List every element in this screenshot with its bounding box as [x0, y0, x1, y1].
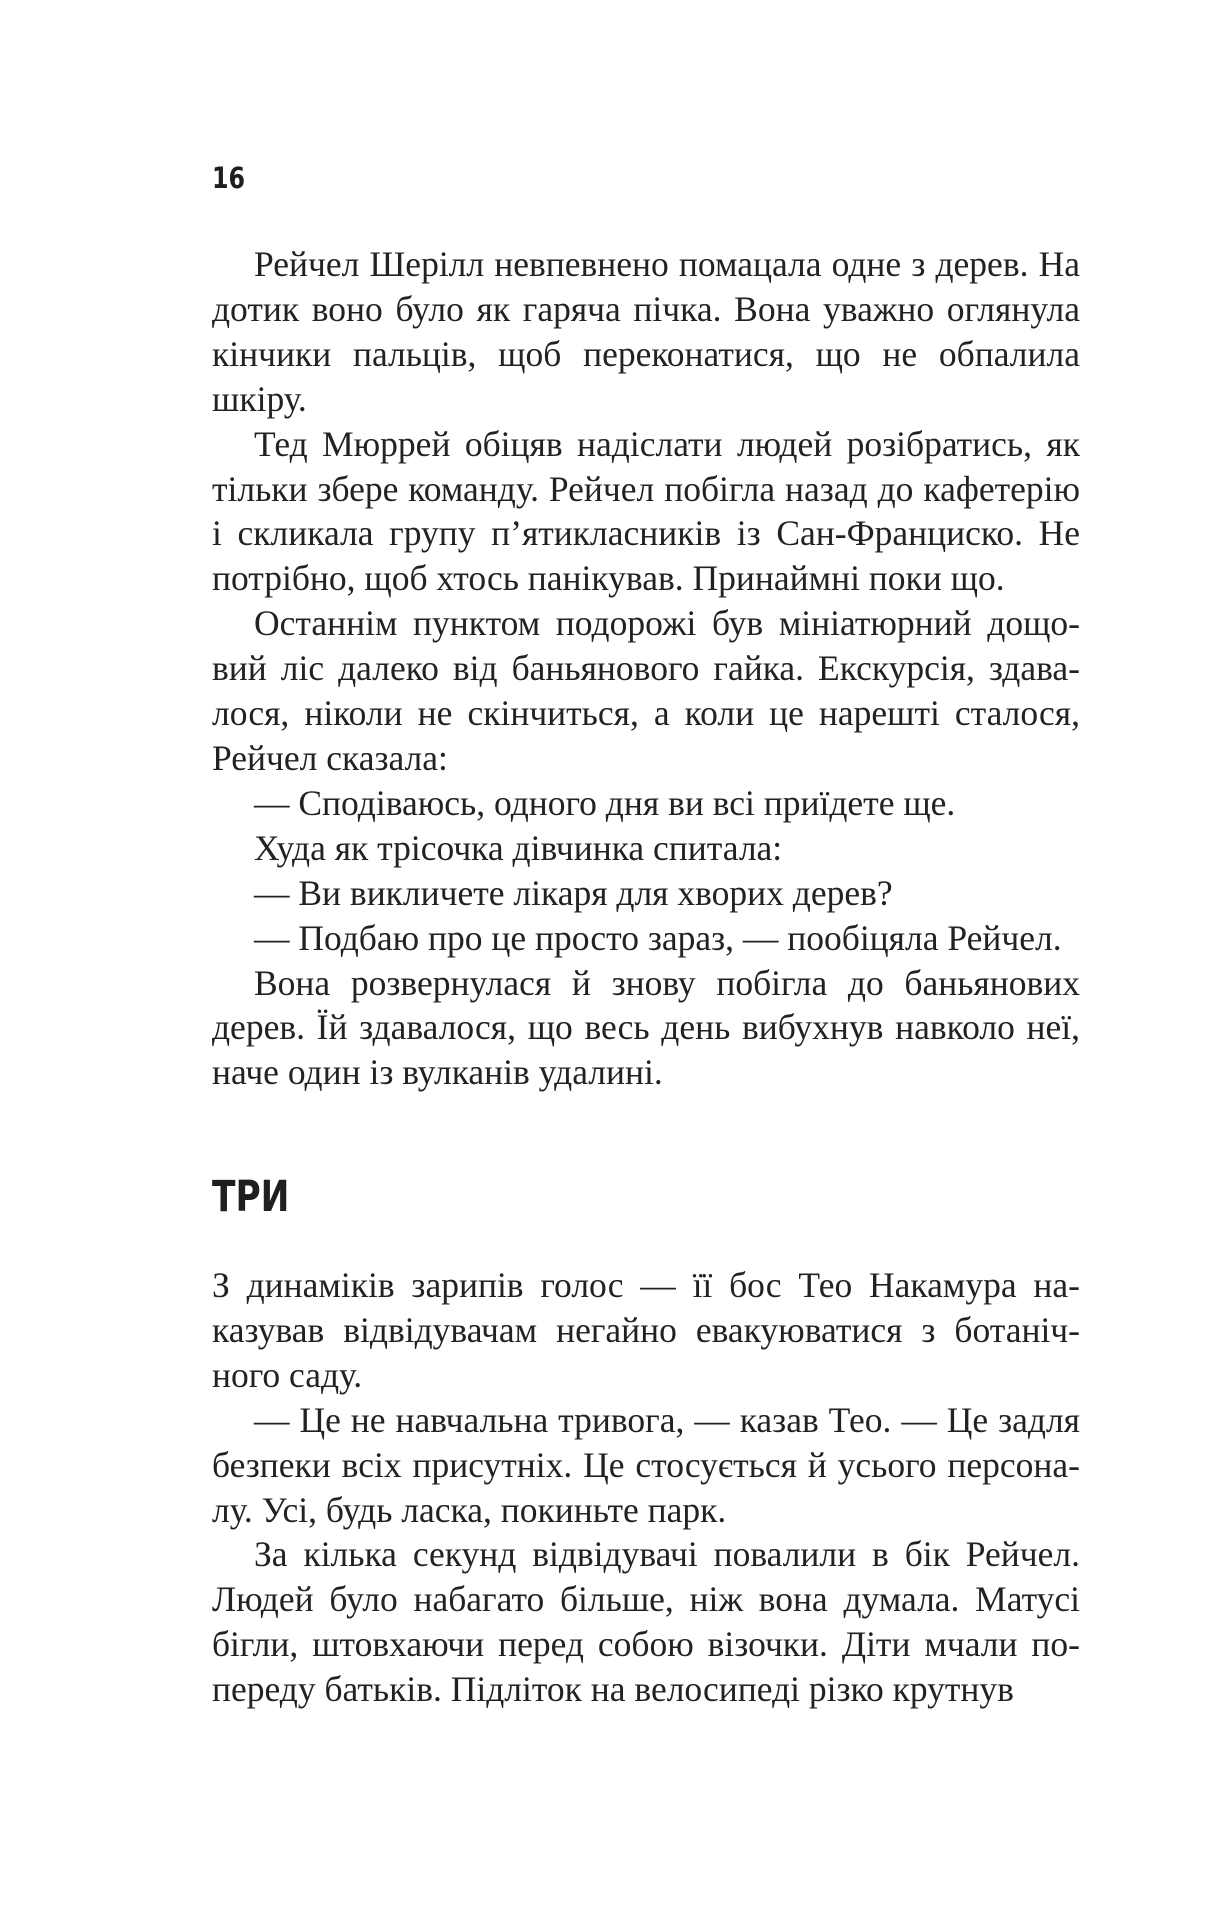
paragraph: Останнім пунктом подорожі був мініатюрний дощовий ліс далеко від баньянового гайка. Екскурсія, здавалося, ніколи не скінчиться, а коли це нарешті сталося, Рейчел сказала:: [212, 603, 1080, 778]
paragraph: Худа як трісочка дівчинка спитала:: [254, 827, 783, 868]
text-after-chapter: [212, 1263, 1080, 1712]
page-number: 16: [212, 161, 246, 195]
paragraph: З динаміків зарипів голос — її бос Тео Накамура наказував відвідувачам негайно евакуюватися з ботанічного саду.: [212, 1265, 1080, 1395]
text-before-chapter: [212, 242, 1080, 1095]
dialogue-line: — Подбаю про це просто зараз, — пообіцяла Рейчел.: [254, 917, 1062, 958]
paragraph: Рейчел Шерілл невпевнено помацала одне з дерев. На дотик воно було як гаряча пічка. Вона уважно оглянула кінчики пальців, щоб переконатися, що не обпалила шкіру.: [212, 244, 1080, 419]
dialogue-line: — Ви викличете лікаря для хворих дерев?: [254, 872, 893, 913]
paragraph: Тед Мюррей обіцяв надіслати людей розібратись, як тільки збере команду. Рейчел побігла назад до кафетерію і скликала групу п’ятикласників із Сан-Франциско. Не потрібно, щоб хтось панікував. Принаймні поки що.: [212, 423, 1080, 599]
paragraph: За кілька секунд відвідувачі повалили в бік Рейчел. Людей було набагато більше, ніж вона думала. Матусі бігли, штовхаючи перед собою візочки. Діти мчали попереду батьків. Підліток на велосипеді різко крутнув: [212, 1534, 1080, 1710]
dialogue-line: — Це не навчальна тривога, — казав Тео. — Це задля безпеки всіх присутніх. Це стосується й усього персоналу. Усі, будь ласка, покиньте парк.: [212, 1399, 1080, 1530]
chapter-title: ТРИ: [212, 1172, 290, 1222]
dialogue-line: — Сподіваюсь, одного дня ви всі приїдете ще.: [254, 782, 956, 823]
paragraph: Вона розвернулася й знову побігла до баньянових дерев. Їй здавалося, що весь день вибухнув навколо неї, наче один із вулканів удалині.: [212, 962, 1080, 1093]
